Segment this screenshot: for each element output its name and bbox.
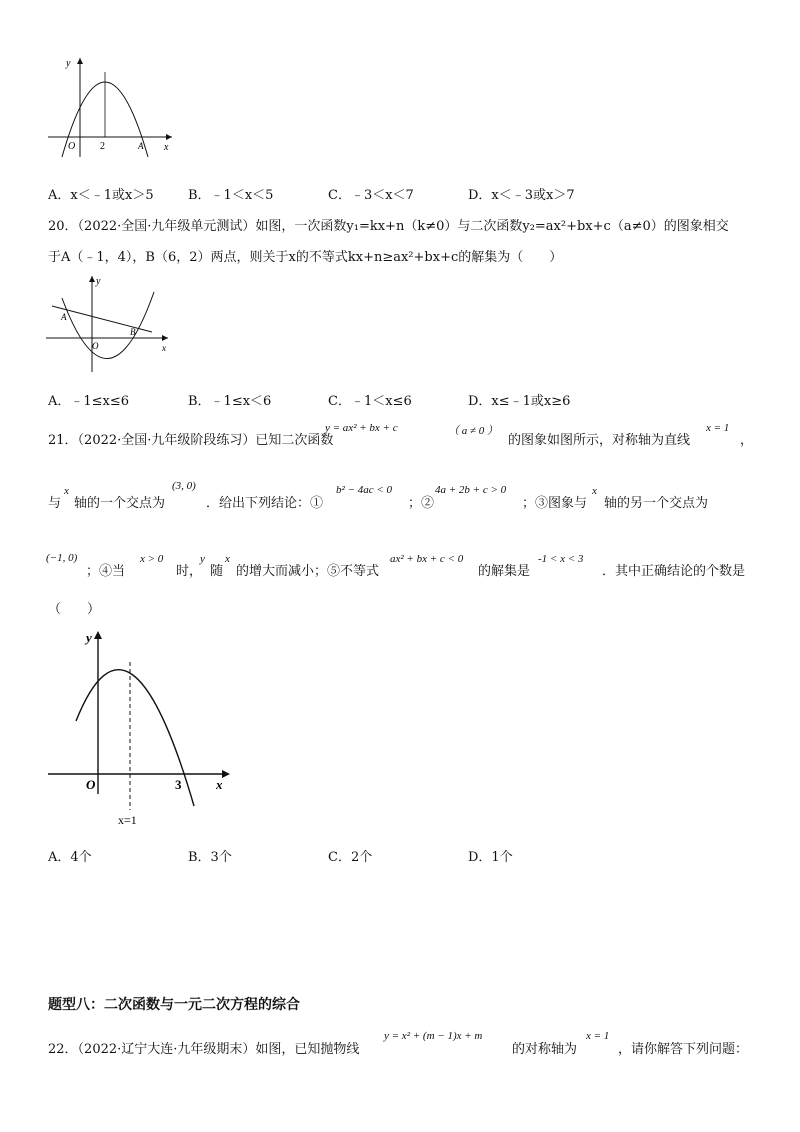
q21-conclusion5-formula: ax² + bx + c < 0 [390,553,464,565]
q20-graph [40,272,175,377]
q21-answer-bracket: （ ） [48,602,101,617]
q21-option-b[interactable]: B．3个 [188,850,232,865]
q20-option-d[interactable]: D．x≤﹣1或x≥6 [468,394,571,409]
origin-label: O [86,777,96,792]
q22-text-c: ，请你解答下列问题： [618,1042,749,1057]
q22-text-a: 22．（2022·辽宁大连·九年级期末）如图，已知抛物线 [48,1042,360,1057]
q21-axis-formula: x = 1 [706,422,730,434]
origin-label: O [68,141,76,152]
y-axis-arrow [94,631,102,639]
q21-conclusion1-formula: b² − 4ac < 0 [336,484,393,496]
q21-text-3b: 时， [176,564,203,579]
q21-conclusion4-formula: x > 0 [140,553,164,565]
y-label: y [66,58,71,69]
q22-function-formula: y = x² + (m − 1)x + m [384,1030,483,1042]
q21-text-3a: ；④当 [86,564,126,579]
q21-text-1a: 21．（2022·全国·九年级阶段练习）已知二次函数 [48,433,334,448]
q21-x-symbol-2: x [592,485,597,497]
q19-option-d[interactable]: D．x＜﹣3或x＞7 [468,188,575,203]
q21-text-2e: ；③图象与 [522,496,588,511]
q21-option-a[interactable]: A．4个 [48,850,92,865]
q20-option-a[interactable]: A．﹣1≤x≤6 [48,394,130,409]
q22-text-b: 的对称轴为 [512,1042,578,1057]
q21-condition-formula: （ a ≠ 0 ） [448,425,499,437]
q21-text-3d: 的增大而减小；⑤不等式 [236,564,380,579]
q21-text-3c: 随 [210,564,224,579]
q21-point2-formula: (−1, 0) [46,552,78,564]
x-label: x [216,777,223,792]
section-title: 题型八：二次函数与一元二次方程的综合 [48,997,300,1013]
y-axis-arrow [89,276,95,282]
point-a-label: A [138,141,144,151]
q21-x-symbol-3: x [225,553,230,565]
q21-text-3f: ．其中正确结论的个数是 [602,564,746,579]
q22-axis-formula: x = 1 [586,1030,610,1042]
x-label: x [162,343,166,353]
point-a-label: A [61,312,67,322]
q19-graph [40,52,180,162]
x-axis-arrow [222,770,230,778]
q20-option-c[interactable]: C．﹣1＜x≤6 [328,394,412,409]
q21-y-symbol: y [200,553,205,565]
q19-option-c[interactable]: C．﹣3＜x＜7 [328,188,414,203]
y-label: y [96,276,101,287]
origin-label: O [92,341,99,351]
q21-text-2d: ；② [408,496,435,511]
tick-label-2: 2 [100,141,105,152]
q20-option-b[interactable]: B．﹣1≤x＜6 [188,394,272,409]
q21-function-formula: y = ax² + bx + c [325,422,398,434]
q21-text-2b: 轴的一个交点为 [74,496,166,511]
q21-text-1c: ， [740,433,754,448]
q21-text-2f: 轴的另一个交点为 [604,496,709,511]
y-label: y [86,630,92,645]
q21-text-2a: 与 [48,496,62,511]
x-axis-arrow [166,134,172,140]
axis-equation-label: x=1 [118,813,137,827]
y-axis-arrow [77,58,83,64]
q21-solution-formula: -1 < x < 3 [538,553,584,565]
x-label: x [164,142,169,153]
x-axis-arrow [162,335,168,341]
q21-point-formula: (3, 0) [172,480,196,492]
q21-conclusion2-formula: 4a + 2b + c > 0 [435,484,507,496]
q21-text-2c: ．给出下列结论：① [206,496,324,511]
q19-option-a[interactable]: A．x＜﹣1或x＞5 [48,188,154,203]
q21-text-1b: 的图象如图所示，对称轴为直线 [508,433,691,448]
q21-graph [42,626,242,832]
q21-x-symbol: x [64,485,69,497]
q21-option-c[interactable]: C．2个 [328,850,373,865]
q20-text-line2: 于A（﹣1，4），B（6，2）两点，则关于x的不等式kx+n≥ax²+bx+c的解集为（ ） [48,250,563,265]
parabola-curve [62,292,154,359]
point-b-label: B [130,327,136,337]
linear-function-line [52,306,152,332]
q21-option-d[interactable]: D．1个 [468,850,513,865]
q20-text-line1: 20．（2022·全国·九年级单元测试）如图，一次函数y₁=kx+n（k≠0）与二次函数y₂=ax²+bx+c（a≠0）的图象相交 [48,219,729,234]
tick-label-3: 3 [175,777,182,792]
q21-text-3e: 的解集是 [478,564,531,579]
q19-option-b[interactable]: B．﹣1＜x＜5 [188,188,274,203]
